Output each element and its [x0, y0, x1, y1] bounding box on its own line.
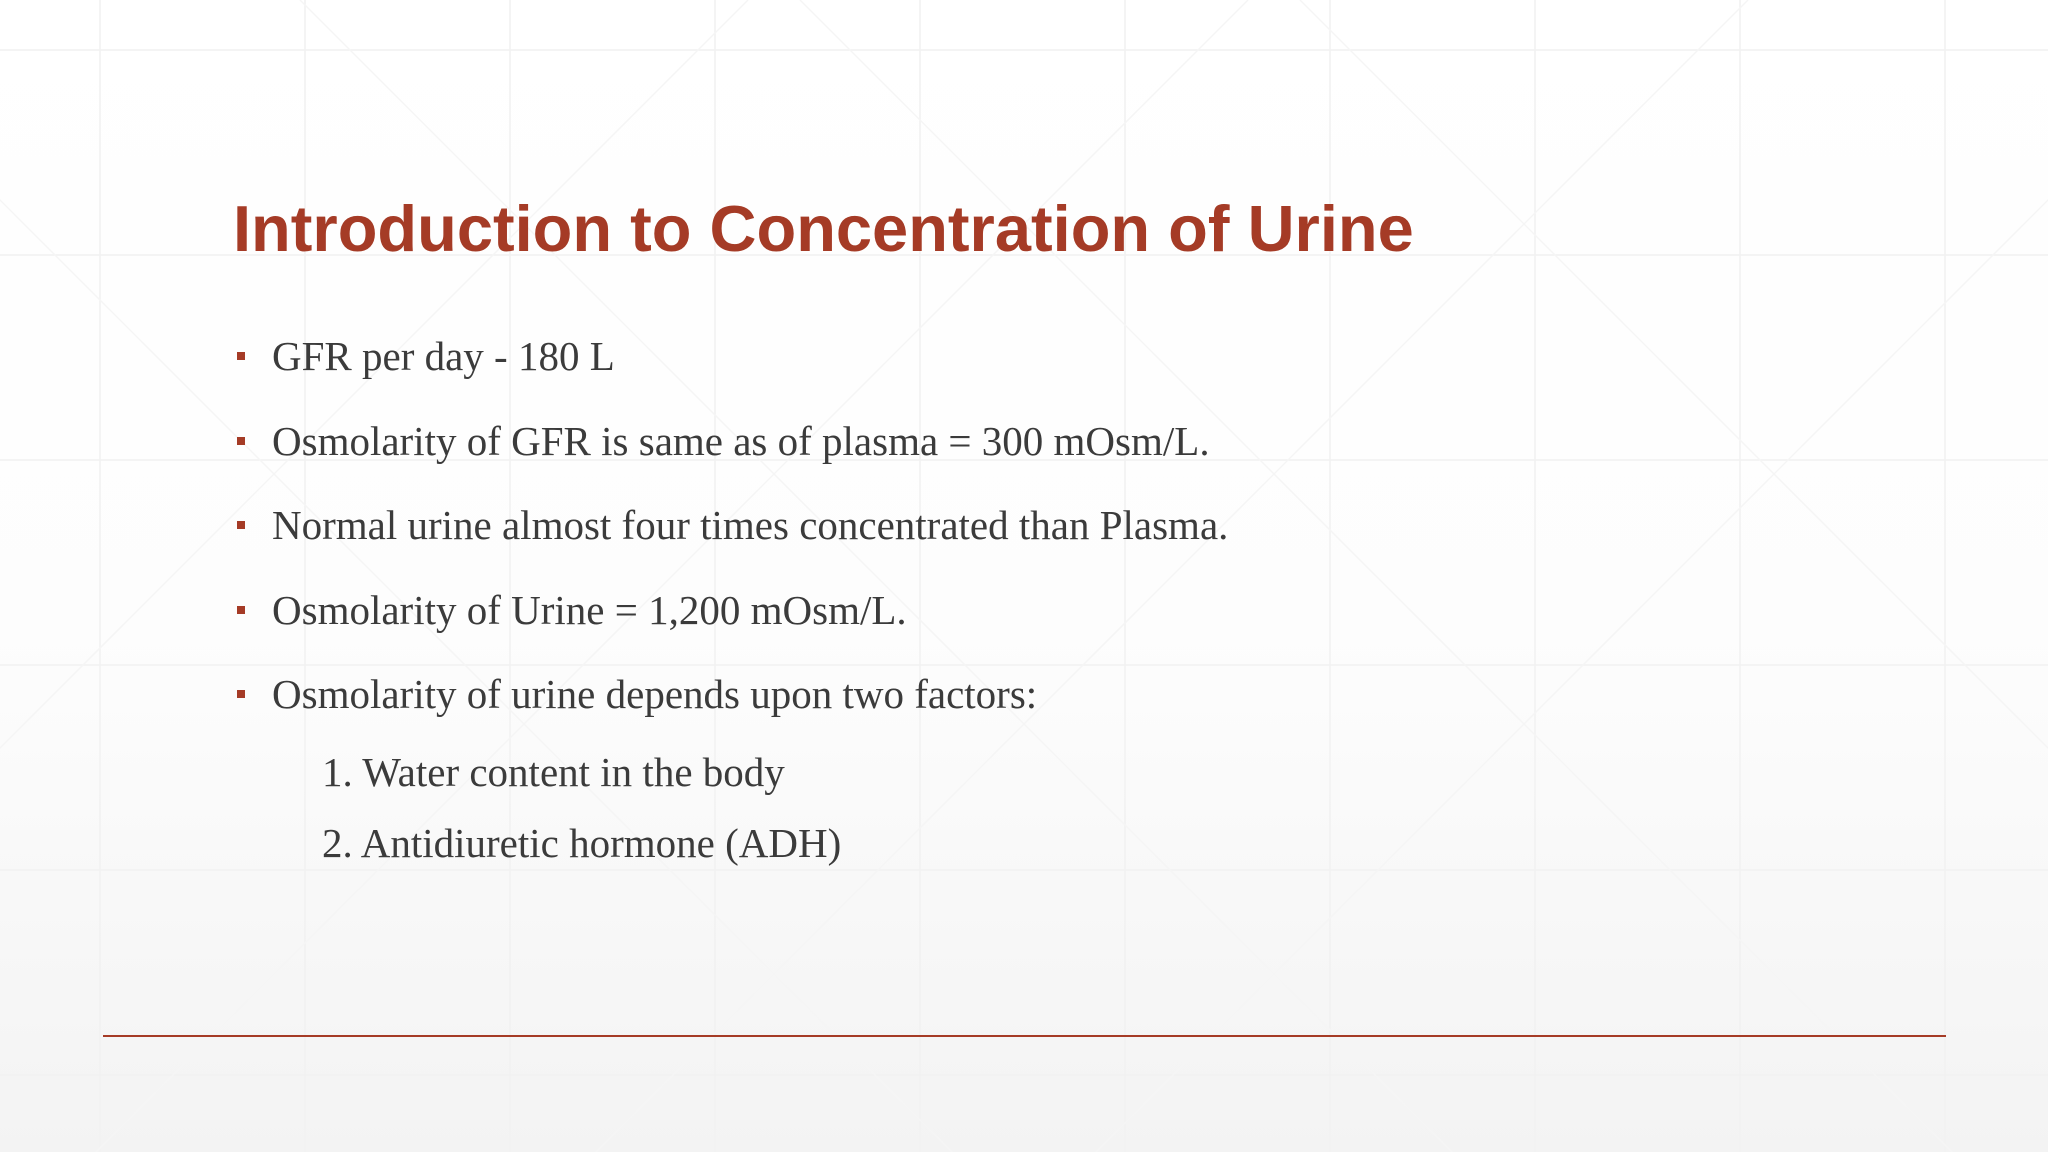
- bullet-item: [233, 582, 1228, 667]
- bullet-item: [233, 413, 1228, 498]
- bullet-item: [233, 497, 1228, 582]
- bullet-text: Normal urine almost four times concentrated than Plasma.: [272, 502, 1229, 548]
- sub-item-adh: 2. Antidiuretic hormone (ADH): [322, 820, 842, 866]
- footer-divider: [103, 1035, 1946, 1037]
- square-bullet-icon: [237, 690, 245, 698]
- square-bullet-icon: [237, 352, 245, 360]
- square-bullet-icon: [237, 521, 245, 529]
- sub-list: [322, 744, 841, 886]
- bullet-text: Osmolarity of urine depends upon two factors:: [272, 671, 1038, 717]
- bullet-text: Osmolarity of Urine = 1,200 mOsm/L.: [272, 586, 907, 633]
- square-bullet-icon: [237, 606, 245, 614]
- bullet-item: [233, 666, 1228, 751]
- bullet-item: [233, 328, 1228, 413]
- square-bullet-icon: [237, 437, 245, 445]
- bullet-text: Osmolarity of GFR is same as of plasma = 300 mOsm/L.: [272, 417, 1210, 464]
- sub-item-water-content: 1. Water content in the body: [322, 749, 785, 795]
- slide-title: Introduction to Concentration of Urine: [233, 192, 1414, 265]
- bullet-text: GFR per day - 180 L: [272, 333, 615, 379]
- bullet-list: [233, 328, 1228, 751]
